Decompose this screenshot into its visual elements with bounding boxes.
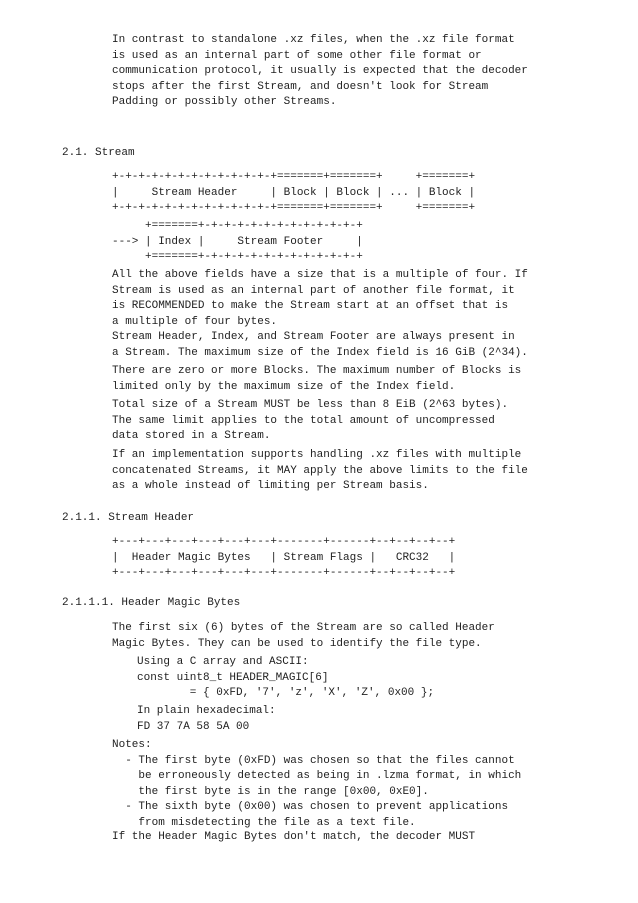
section-heading-2-1-1: 2.1.1. Stream Header — [62, 512, 195, 524]
section-heading-2-1: 2.1. Stream — [62, 147, 135, 159]
stream-diagram-top: +-+-+-+-+-+-+-+-+-+-+-+-+=======+=======+ +=======+ | Stream Header | Block | Block | ... | Block | +-+-+-+-+-+-+-+-+-+-+-+-+=======+=======+ +=======+ — [112, 171, 476, 214]
section-heading-2-1-1-1: 2.1.1.1. Header Magic Bytes — [62, 597, 241, 609]
stream-fields-paragraph: Stream Header, Index, and Stream Footer are always present in a Stream. The maximum size of the Index field is 16 GiB (2^34). — [112, 331, 528, 359]
magic-bytes-paragraph: The first six (6) bytes of the Stream are so called Header Magic Bytes. They can be used to identify the file type. — [112, 622, 495, 650]
stream-size-paragraph: All the above fields have a size that is a multiple of four. If Stream is used as an internal part of another file format, it is RECOMMENDED to make the Stream start at an offset that is a multiple of four bytes. — [112, 269, 528, 328]
hex-code: In plain hexadecimal: FD 37 7A 58 5A 00 — [137, 705, 276, 733]
total-size-paragraph: Total size of a Stream MUST be less than 8 EiB (2^63 bytes). The same limit applies to the total amount of uncompressed data stored in a Stream. — [112, 399, 509, 442]
stream-diagram-bottom: +=======+-+-+-+-+-+-+-+-+-+-+-+-+ ---> | Index | Stream Footer | +=======+-+-+-+-+-+-+-+-+-+-+-+-+ — [112, 220, 363, 263]
blocks-count-paragraph: There are zero or more Blocks. The maximum number of Blocks is limited only by the maximum size of the Index field. — [112, 365, 522, 393]
mismatch-paragraph: If the Header Magic Bytes don't match, the decoder MUST — [112, 831, 476, 843]
stream-header-diagram: +---+---+---+---+---+---+-------+------+--+--+--+--+ | Header Magic Bytes | Stream Flags | CRC32 | +---+---+---+---+---+---+-------+------+--+--+--+--+ — [112, 536, 456, 579]
intro-paragraph: In contrast to standalone .xz files, when the .xz file format is used as an internal part of some other file format or communication protocol, it usually is expected that the decoder stops after the first Stream, and doesn't look for Stream Padding or possibly other Streams. — [112, 34, 528, 108]
notes-list: Notes: - The first byte (0xFD) was chosen so that the files cannot be erroneously detected as being in .lzma format, in which the first byte is in the range [0x00, 0xE0]. - The sixth byte (0x00) was chosen to prevent applications from misdetecting the file as a text file. — [112, 739, 522, 829]
c-array-code: Using a C array and ASCII: const uint8_t HEADER_MAGIC[6] = { 0xFD, '7', 'z', 'X', 'Z', 0x00 }; — [137, 656, 435, 699]
concatenated-streams-paragraph: If an implementation supports handling .xz files with multiple concatenated Streams, it MAY apply the above limits to the file as a whole instead of limiting per Stream basis. — [112, 449, 528, 492]
